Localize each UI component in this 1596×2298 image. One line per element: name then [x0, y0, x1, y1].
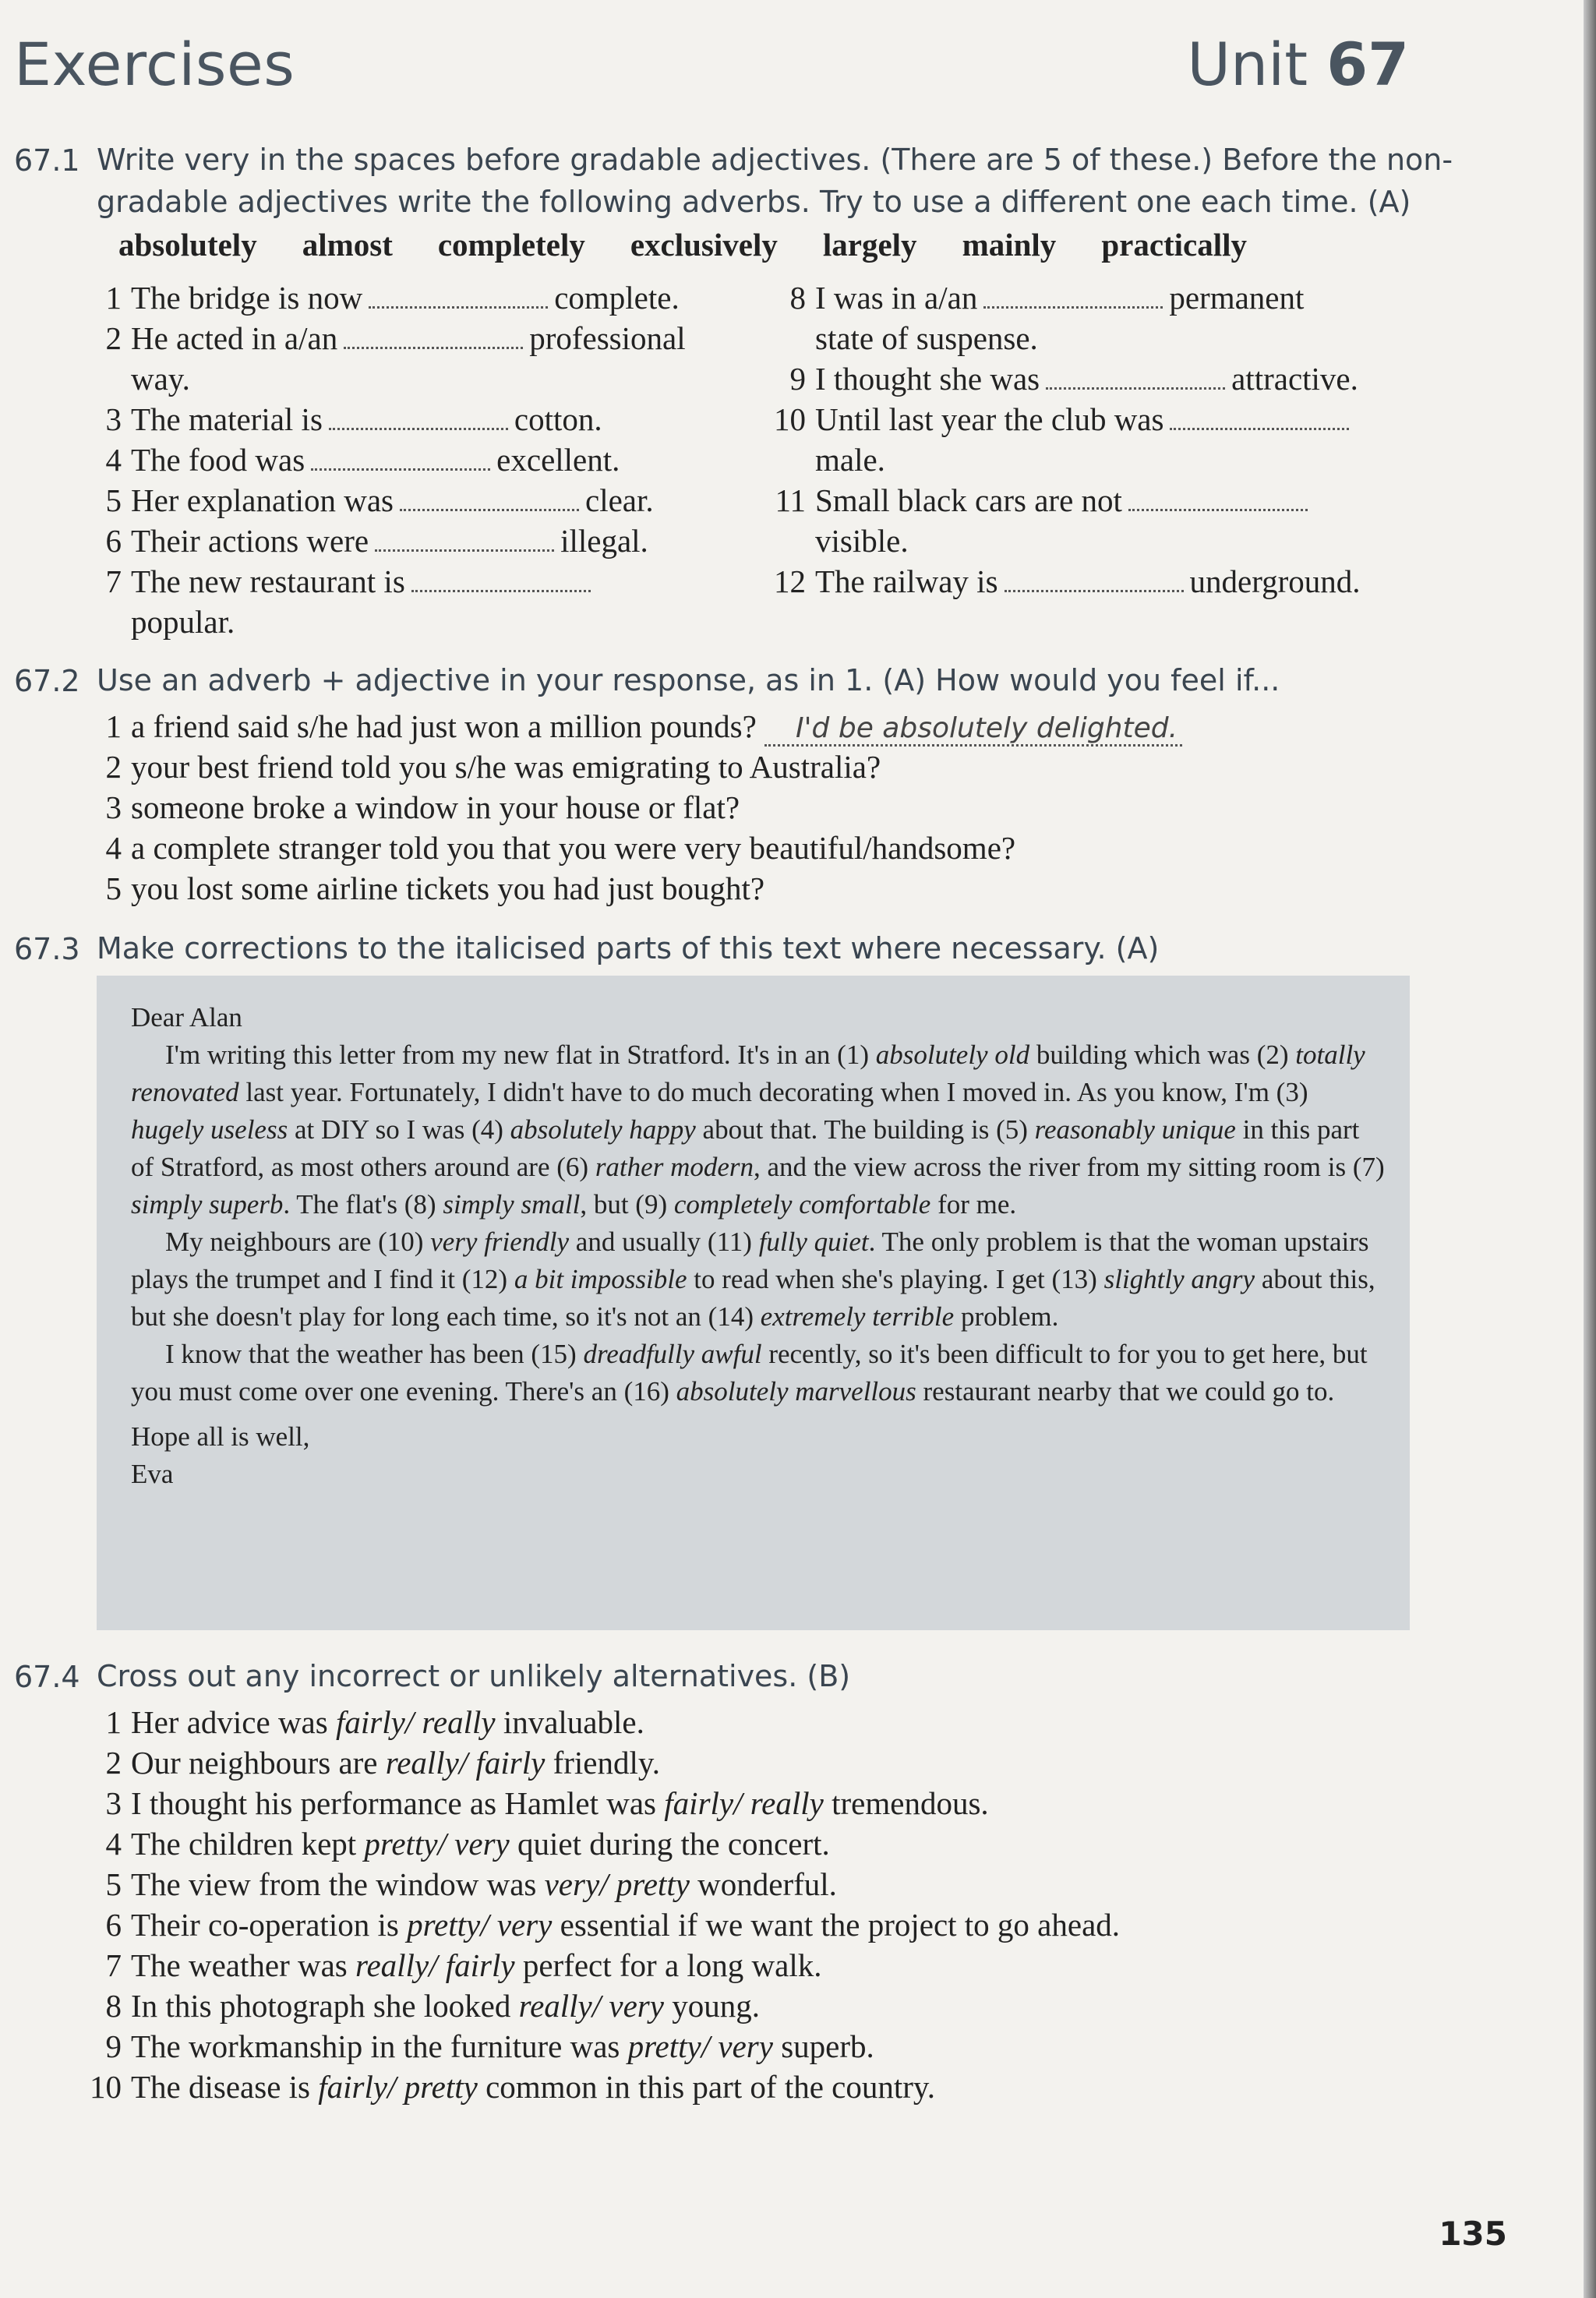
alternatives[interactable]: really/ fairly [385, 1745, 546, 1781]
exercise-item [87, 1945, 822, 1986]
item-text: Her advice was [131, 1704, 336, 1740]
item-text: I was in a/an [815, 280, 978, 316]
alternatives[interactable]: really/ fairly [355, 1947, 515, 1983]
exercise-item [87, 747, 881, 787]
item-number: 3 [105, 789, 122, 825]
item-text: The new restaurant is [131, 563, 405, 599]
item-number: 6 [105, 1907, 122, 1943]
letter-text-run: I'm writing this letter from my new flat in Stratford. It's in an (1) [165, 1040, 876, 1070]
exercise-item [87, 1783, 989, 1823]
letter-text-run: restaurant nearby that we could go to. [916, 1376, 1335, 1407]
alternatives[interactable]: pretty/ very [627, 2028, 773, 2064]
italic-phrase: dreadfully awful [583, 1339, 762, 1369]
item-number: 10 [90, 2069, 122, 2105]
item-text: way. [131, 361, 190, 397]
letter-box [97, 976, 1410, 1630]
word-bank-item: absolutely [118, 227, 257, 263]
italic-phrase: very friendly [430, 1227, 570, 1257]
item-number: 3 [105, 401, 122, 437]
italic-phrase: completely comfortable [673, 1189, 931, 1220]
item-text: I thought his performance as Hamlet was [131, 1785, 665, 1821]
item-text: excellent. [496, 442, 620, 478]
page-header [14, 30, 1409, 108]
italic-phrase: fully quiet [758, 1227, 869, 1257]
answer-blank[interactable] [375, 528, 554, 552]
answer-blank[interactable] [329, 406, 508, 430]
exercise-item [87, 561, 597, 602]
item-text: tremendous. [823, 1785, 989, 1821]
italic-phrase: absolutely old [875, 1040, 1030, 1070]
letter-text-run: in this part of Stratford, as most others around are (6) [131, 1114, 1360, 1182]
answer-blank[interactable] [344, 325, 523, 349]
italic-phrase: a bit impossible [514, 1264, 687, 1294]
item-text: The children kept [131, 1826, 365, 1862]
alternatives[interactable]: really/ very [518, 1988, 664, 2024]
section-67-1-number: 67.1 [14, 143, 80, 178]
exercise-item [772, 480, 1314, 521]
word-bank-item: completely [437, 227, 585, 263]
word-bank-item: practically [1101, 227, 1248, 263]
answer-blank[interactable] [311, 447, 490, 471]
item-text: professional [529, 320, 686, 356]
item-number: 7 [105, 1947, 122, 1983]
unit-label: Unit [1187, 30, 1308, 99]
item-text: The disease is [131, 2069, 319, 2105]
letter-text-run: My neighbours are (10) [165, 1227, 431, 1257]
letter-text-run: I know that the weather has been (15) [165, 1339, 584, 1369]
exercise-item [87, 358, 190, 399]
item-text: Her explanation was [131, 482, 394, 518]
section-67-3-number: 67.3 [14, 932, 80, 966]
item-number: 9 [105, 2028, 122, 2064]
letter-signature: Eva [131, 1459, 174, 1489]
item-number: 3 [105, 1785, 122, 1821]
item-number: 12 [774, 563, 806, 599]
word-bank-item: exclusively [630, 227, 778, 263]
answer-blank[interactable] [1128, 487, 1308, 511]
alternatives[interactable]: fairly/ really [664, 1785, 824, 1821]
answer-blank[interactable] [1170, 406, 1349, 430]
letter-paragraph [131, 1223, 1386, 1336]
item-text: essential if we want the project to go ahead. [552, 1907, 1121, 1943]
section-67-4-number: 67.4 [14, 1660, 80, 1694]
exercise-item [87, 706, 1182, 749]
italic-phrase: rather modern [595, 1152, 754, 1182]
exercise-item [87, 439, 620, 480]
handwritten-answer[interactable]: I'd be absolutely delighted. [764, 712, 1182, 747]
exercise-item [87, 1742, 660, 1783]
alternatives[interactable]: fairly/ pretty [318, 2069, 478, 2105]
exercise-item [87, 399, 602, 439]
italic-phrase: absolutely marvellous [676, 1376, 916, 1407]
exercise-item [87, 318, 686, 358]
item-text: Their co-operation is [131, 1907, 408, 1943]
page-edge-shadow [1584, 0, 1596, 2298]
answer-blank[interactable] [400, 487, 579, 511]
item-text: common in this part of the country. [477, 2069, 936, 2105]
item-text: permanent [1169, 280, 1305, 316]
letter-text-run: and usually (11) [569, 1227, 759, 1257]
item-text: The bridge is now [131, 280, 363, 316]
item-text: illegal. [560, 523, 648, 559]
letter-text-run: last year. Fortunately, I didn't have to do much decorating when I moved in. As you know, I'm (3) [238, 1077, 1308, 1107]
letter-greeting: Dear Alan [131, 1002, 242, 1033]
item-number: 5 [105, 1866, 122, 1902]
alternatives[interactable]: pretty/ very [407, 1907, 553, 1943]
letter-text-run: recently, so it's been difficult to for you to get here, but you must come over one evening. There's an (16) [131, 1339, 1368, 1407]
item-number: 8 [105, 1988, 122, 2024]
unit-number: 67 [1326, 30, 1409, 99]
item-text: I thought she was [815, 361, 1040, 397]
item-number: 11 [775, 482, 806, 518]
exercise-item [87, 868, 764, 909]
alternatives[interactable]: pretty/ very [364, 1826, 510, 1862]
item-text: The material is [131, 401, 323, 437]
unit-title [1187, 30, 1409, 99]
exercise-item [772, 561, 1361, 602]
italic-phrase: simply superb [131, 1189, 284, 1220]
adverb-word-bank [118, 226, 1247, 263]
item-number: 2 [105, 749, 122, 785]
exercise-item [772, 399, 1355, 439]
item-number: 1 [105, 1704, 122, 1740]
page-number: 135 [1439, 2215, 1507, 2253]
item-text: The food was [131, 442, 305, 478]
item-number: 7 [105, 563, 122, 599]
item-text: Small black cars are not [815, 482, 1122, 518]
item-text: attractive. [1231, 361, 1358, 397]
item-text: wonderful. [689, 1866, 837, 1902]
answer-blank[interactable] [1005, 568, 1184, 592]
item-text: invaluable. [495, 1704, 644, 1740]
item-text: friendly. [545, 1745, 660, 1781]
exercise-item [87, 1904, 1120, 1945]
answer-blank[interactable] [411, 568, 591, 592]
answer-blank[interactable] [983, 284, 1163, 309]
exercise-item [87, 787, 740, 828]
item-text: young. [663, 1988, 760, 2024]
letter-text-run: for me. [930, 1189, 1017, 1220]
item-text: perfect for a long walk. [514, 1947, 822, 1983]
exercise-item [87, 521, 648, 561]
exercise-item [772, 318, 1038, 358]
letter-paragraph [131, 1336, 1386, 1410]
item-text: He acted in a/an [131, 320, 338, 356]
item-number: 5 [105, 482, 122, 518]
item-number: 6 [105, 523, 122, 559]
exercises-title: Exercises [14, 30, 295, 99]
item-number: 2 [105, 1745, 122, 1781]
italic-phrase: extremely terrible [760, 1301, 955, 1332]
item-text: your best friend told you s/he was emigrating to Australia? [131, 749, 881, 785]
item-text: popular. [131, 604, 235, 640]
item-text: underground. [1189, 563, 1361, 599]
exercise-item [87, 1823, 830, 1864]
item-text: clear. [585, 482, 654, 518]
letter-text-run: at DIY so I was (4) [288, 1114, 510, 1145]
answer-blank[interactable] [1046, 365, 1225, 390]
alternatives[interactable]: fairly/ really [335, 1704, 496, 1740]
item-text: someone broke a window in your house or flat? [131, 789, 740, 825]
italic-phrase: simply small [443, 1189, 581, 1220]
item-text: quiet during the concert. [509, 1826, 830, 1862]
item-text: state of suspense. [815, 320, 1038, 356]
exercise-item [87, 828, 1015, 868]
exercise-item [772, 277, 1304, 318]
alternatives[interactable]: very/ pretty [544, 1866, 690, 1902]
section-67-2-instruction: Use an adverb + adjective in your response, as in 1. (A) How would you feel if... [97, 663, 1280, 697]
exercise-item [772, 521, 909, 561]
item-text: a complete stranger told you that you were very beautiful/handsome? [131, 830, 1016, 866]
italic-phrase: slightly angry [1103, 1264, 1255, 1294]
exercise-item [87, 277, 680, 318]
letter-paragraph [131, 1036, 1386, 1223]
exercise-item [772, 439, 885, 480]
item-number: 1 [105, 280, 122, 316]
letter-text-run: to read when she's playing. I get (13) [687, 1264, 1104, 1294]
section-67-4-instruction: Cross out any incorrect or unlikely alternatives. (B) [97, 1659, 851, 1693]
exercise-item [87, 480, 654, 521]
item-text: Their actions were [131, 523, 369, 559]
item-text: cotton. [514, 401, 602, 437]
item-number: 2 [105, 320, 122, 356]
item-number: 4 [105, 1826, 122, 1862]
letter-text-run: . The only problem is that the woman upstairs plays the trumpet and I find it (12) [131, 1227, 1369, 1294]
item-number: 9 [789, 361, 806, 397]
italic-phrase: absolutely happy [510, 1114, 696, 1145]
item-text: Our neighbours are [131, 1745, 386, 1781]
section-67-1-instruction [97, 139, 1453, 223]
word-bank-item: almost [302, 227, 393, 263]
item-text: superb. [772, 2028, 874, 2064]
item-text: Until last year the club was [815, 401, 1164, 437]
italic-phrase: totally renovated [131, 1040, 1365, 1107]
letter-text-run: . The flat's (8) [283, 1189, 443, 1220]
exercise-item [87, 2026, 874, 2067]
item-number: 4 [105, 442, 122, 478]
exercise-item [87, 1702, 644, 1742]
letter-closing: Hope all is well, [131, 1421, 310, 1452]
exercise-item [87, 1986, 760, 2026]
exercise-item [87, 2067, 935, 2107]
item-text: The view from the window was [131, 1866, 545, 1902]
letter-text [131, 999, 1386, 1493]
section-67-3-instruction: Make corrections to the italicised parts of this text where necessary. (A) [97, 931, 1160, 965]
instruction-line: gradable adjectives write the following adverbs. Try to use a different one each time. (A) [97, 185, 1411, 219]
item-number: 5 [105, 870, 122, 906]
item-text: The weather was [131, 1947, 356, 1983]
item-text: you lost some airline tickets you had just bought? [131, 870, 765, 906]
italic-phrase: reasonably unique [1034, 1114, 1236, 1145]
letter-text-run: building which was (2) [1029, 1040, 1296, 1070]
item-text: complete. [554, 280, 680, 316]
letter-text-run: about this, but she doesn't play for long each time, so it's not an (14) [131, 1264, 1375, 1332]
item-text: visible. [815, 523, 909, 559]
item-number: 1 [105, 708, 122, 744]
letter-text-run: , and the view across the river from my sitting room is (7) [754, 1152, 1385, 1182]
letter-text-run: problem. [954, 1301, 1059, 1332]
item-text: The workmanship in the furniture was [131, 2028, 628, 2064]
item-text: The railway is [815, 563, 998, 599]
item-number: 10 [774, 401, 806, 437]
item-text: male. [815, 442, 885, 478]
section-67-2-number: 67.2 [14, 664, 80, 698]
item-text: a friend said s/he had just won a million pounds? [131, 708, 757, 744]
word-bank-item: mainly [962, 227, 1057, 263]
exercise-item [772, 358, 1358, 399]
exercise-item [87, 602, 235, 642]
letter-text-run: , but (9) [580, 1189, 674, 1220]
instruction-line: Write very in the spaces before gradable adjectives. (There are 5 of these.) Before the non- [97, 143, 1453, 177]
item-number: 4 [105, 830, 122, 866]
exercise-item [87, 1864, 837, 1904]
item-text: In this photograph she looked [131, 1988, 519, 2024]
answer-blank[interactable] [369, 284, 548, 309]
letter-text-run: about that. The building is (5) [695, 1114, 1035, 1145]
item-number: 8 [789, 280, 806, 316]
word-bank-item: largely [822, 227, 917, 263]
italic-phrase: hugely useless [131, 1114, 288, 1145]
